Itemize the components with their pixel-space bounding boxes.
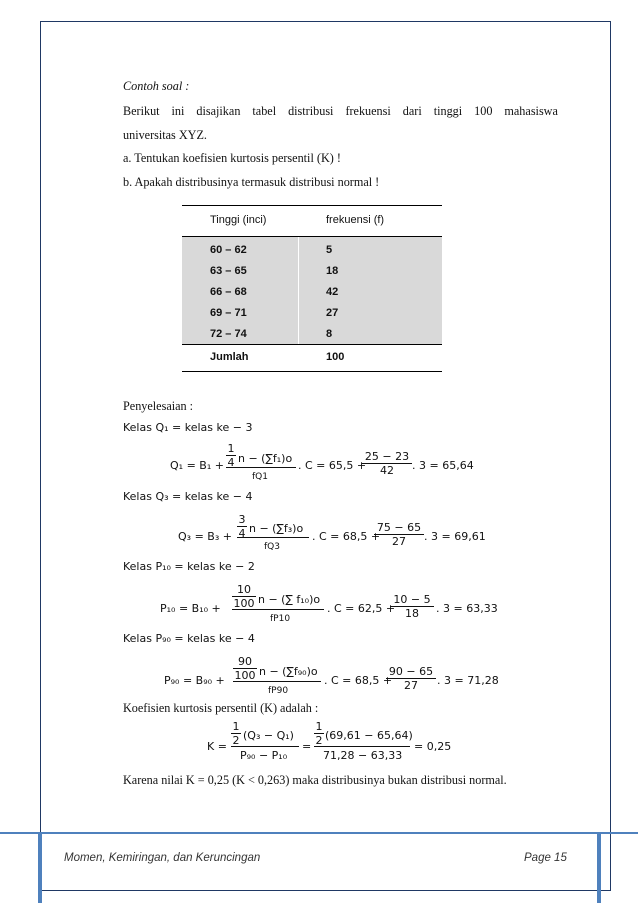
header-height: Tinggi (inci) [210,214,267,226]
p90-lhs: P₉₀ = B₉₀ + [164,674,225,687]
table-header [182,205,442,237]
p90-mid: . C = 68,5 + [324,674,393,687]
kurtosis-half-1: $\frac{1}{2}$ [232,720,240,747]
kurtosis-numerator-1: (Q₃ − Q₁) [243,729,294,742]
table-cell-frequency: 5 [326,244,333,256]
kurtosis-denominator-2: 71,28 − 63,33 [323,749,403,762]
p10-result: . 3 = 63,33 [436,602,498,615]
intro-word: disajikan [196,104,241,118]
table-cell-frequency: 8 [326,328,333,340]
footer-page-number: Page 15 [524,852,567,864]
p10-fraction-bar [232,609,324,610]
kurtosis-bar-2 [314,746,410,747]
table-cell-frequency: 42 [326,286,339,298]
p90-numerator: n − (∑f₉₀)o [259,665,318,678]
table-cell-class: 66 – 68 [210,286,247,298]
q3-result: . 3 = 69,61 [424,530,486,543]
table-cell-frequency: 27 [326,307,339,319]
example-title: Contoh soal : [123,79,190,93]
q3-denominator: fQ3 [264,542,280,552]
p90-fraction-bar [233,681,321,682]
conclusion: Karena nilai K = 0,25 (K < 0,263) maka distribusinya bukan distribusi normal. [123,773,507,787]
footer-chapter-title: Momen, Kemiringan, dan Keruncingan [64,852,261,864]
table-footer [182,345,442,372]
footer-bar-left [38,832,42,903]
solution-label: Penyelesaian : [123,399,194,413]
table-cell-class: 63 – 65 [210,265,247,277]
kurtosis-equals: = [302,740,312,753]
p10-denominator: fP10 [270,614,291,624]
q3-numerator: n − (∑f₃)o [249,522,304,535]
question-a: a. Tentukan koefisien kurtosis persentil (K) ! [123,151,341,165]
q1-numerator: n − (∑f₁)o [238,452,293,465]
intro-line-1 [123,103,558,119]
q3-coefficient: $\frac{3}{4}$ [238,513,246,540]
kurtosis-lhs: K = [207,740,227,753]
q1-denominator: fQ1 [252,472,268,482]
table-cell-class: 69 – 71 [210,307,247,319]
p90-class-label: Kelas P₉₀ = kelas ke − 4 [123,632,255,645]
q1-class-label: Kelas Q₁ = kelas ke − 3 [123,421,253,434]
q1-coefficient: $\frac{1}{4}$ [227,442,235,469]
header-frequency: frekuensi (f) [326,214,385,226]
q1-mid: . C = 65,5 + [298,459,367,472]
q3-fraction-bar [237,537,309,538]
total-label: Jumlah [210,351,249,363]
table-cell-class: 60 – 62 [210,244,247,256]
intro-word: Berikut [123,104,160,118]
kurtosis-numerator-2: (69,61 − 65,64) [325,729,413,742]
q3-lhs: Q₃ = B₃ + [178,530,232,543]
table-cell-class: 72 – 74 [210,328,247,340]
intro-word: ini [171,104,185,118]
kurtosis-result: = 0,25 [414,740,452,753]
p10-coefficient: $\frac{10}{100}$ [233,583,255,610]
q1-fraction-bar [226,467,296,468]
q1-result: . 3 = 65,64 [412,459,474,472]
intro-word: 100 [474,104,493,118]
q3-class-label: Kelas Q₃ = kelas ke − 4 [123,490,253,503]
kurtosis-denominator-1: P₉₀ − P₁₀ [240,749,288,762]
intro-word: dari [402,104,422,118]
p10-fraction-2: $\frac{10 - 5}{18}$ [390,593,434,620]
table-body [182,237,442,345]
intro-word: tabel [252,104,277,118]
intro-word: frekuensi [345,104,391,118]
p90-denominator: fP90 [268,686,289,696]
intro-word: tinggi [433,104,463,118]
p90-coefficient: $\frac{90}{100}$ [234,655,256,682]
intro-word: distribusi [288,104,334,118]
footer-rule [0,832,638,834]
p10-numerator: n − (∑ f₁₀)o [258,593,321,606]
kurtosis-bar-1 [231,746,299,747]
frequency-table [182,205,442,372]
table-cell-frequency: 18 [326,265,339,277]
p10-class-label: Kelas P₁₀ = kelas ke − 2 [123,560,255,573]
intro-word: mahasiswa [504,104,558,118]
p10-lhs: P₁₀ = B₁₀ + [160,602,221,615]
kurtosis-label: Koefisien kurtosis persentil (K) adalah : [123,701,319,715]
kurtosis-half-2: $\frac{1}{2}$ [315,720,323,747]
q3-fraction-2: $\frac{75 - 65}{27}$ [374,521,424,548]
p90-result: . 3 = 71,28 [437,674,499,687]
intro-line-2: universitas XYZ. [123,128,207,142]
total-value: 100 [326,351,345,363]
q1-lhs: Q₁ = B₁ + [170,459,224,472]
footer-bar-right [597,832,601,903]
q3-mid: . C = 68,5 + [312,530,381,543]
column-divider [298,237,299,344]
p90-fraction-2: $\frac{90 - 65}{27}$ [386,665,436,692]
p10-mid: . C = 62,5 + [327,602,396,615]
q1-fraction-2: $\frac{25 - 23}{42}$ [362,450,412,477]
question-b: b. Apakah distribusinya termasuk distribusi normal ! [123,175,380,189]
